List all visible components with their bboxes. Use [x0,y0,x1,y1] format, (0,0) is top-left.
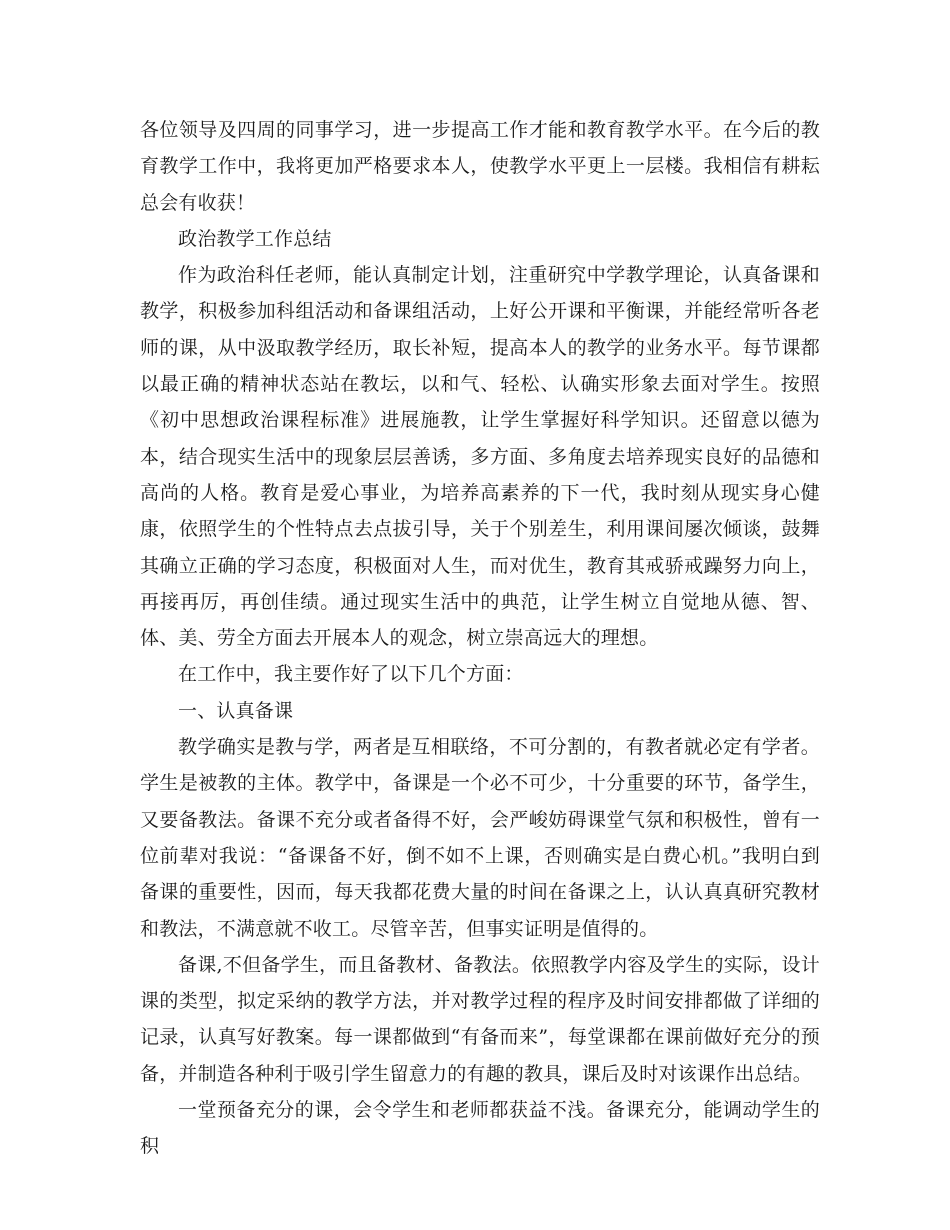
section-heading: 政治教学工作总结 [178,227,332,250]
subheading-prepare-lessons: 一、认真备课 [178,699,294,722]
paragraph-overview: 作为政治科任老师，能认真制定计划，注重研究中学教学理论，认真备课和教学，积极参加科组活动和备课组活动，上好公开课和平衡课，并能经常听各老师的课，从中汲取教学经历，取长补短，提高本人的教学的业务水平。每节课都以最正确的精神状态站在教坛，以和气、轻松、认确实形象去面对学生。按照《初中思想政治课程标准》进展施教，让学生掌握好科学知识。还留意以德为本，结合现实生活中的现象层层善诱，多方面、多角度去培养现实良好的品德和高尚的人格。教育是爱心事业，为培养高素养的下一代，我时刻从现实身心健康，依照学生的个性特点去点拔引导，关于个别差生，利用课间屡次倾谈，鼓舞其确立正确的学习态度，积极面对人生，而对优生，教育其戒骄戒躁努力向上，再接再厉，再创佳绩。通过现实生活中的典范，让学生树立自觉地从德、智、体、美、劳全方面去开展本人的观念，树立崇高远大的理想。 [140,264,820,650]
paragraph-lesson-prep: 备课,不但备学生，而且备教材、备教法。依照教学内容及学生的实际，设计课的类型，拟定采纳的教学方法，并对教学过程的程序及时间安排都做了详细的记录，认真写好教案。每一课都做到“有备而来”，每堂课都在课前做好充分的预备，并制造各种利于吸引学生留意力的有趣的教具，课后及时对该课作出总结。 [140,953,820,1085]
paragraph-teaching-learning: 教学确实是教与学，两者是互相联络，不可分割的，有教者就必定有学者。学生是被教的主体。教学中，备课是一个必不可少，十分重要的环节，备学生，又要备教法。备课不充分或者备得不好，会严峻妨碍课堂气氛和积极性，曾有一位前辈对我说：“备课备不好，倒不如不上课，否则确实是白费心机。”我明白到备课的重要性，因而，每天我都花费大量的时间在备课之上，认认真真研究教材和教法，不满意就不收工。尽管辛苦，但事实证明是值得的。 [140,736,820,940]
paragraph-intro-continuation: 各位领导及四周的同事学习，进一步提高工作才能和教育教学水平。在今后的教育教学工作中，我将更加严格要求本人，使教学水平更上一层楼。我相信有耕耘总会有收获！ [140,119,820,214]
paragraph-aspects-intro: 在工作中，我主要作好了以下几个方面： [178,663,524,686]
paragraph-well-prepared: 一堂预备充分的课，会令学生和老师都获益不浅。备课充分，能调动学生的积 [140,1099,820,1158]
document-body [140,112,820,1165]
